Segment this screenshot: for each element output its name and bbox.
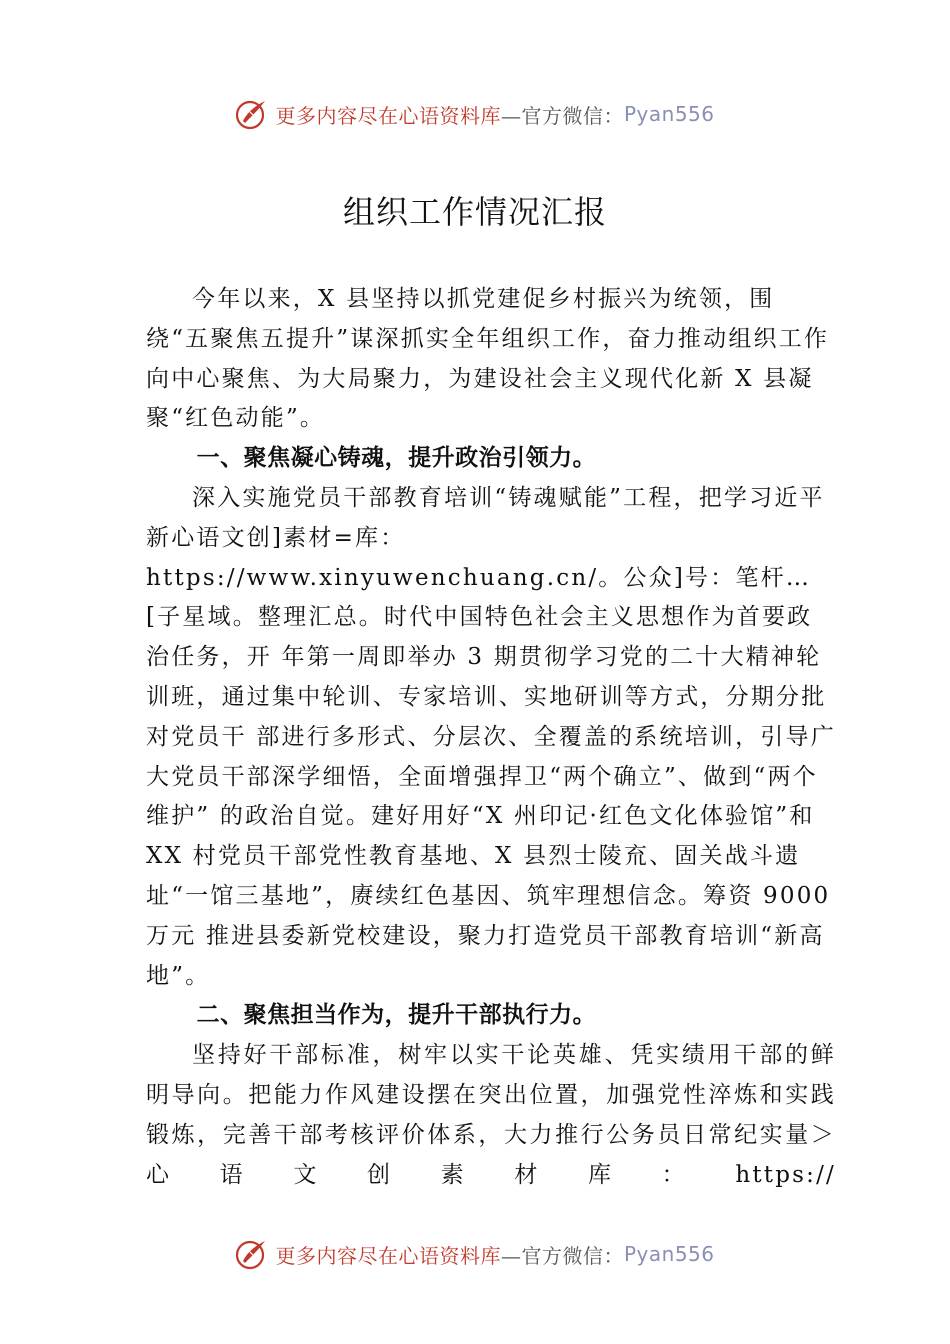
document-title: 组织工作情况汇报 — [342, 193, 607, 231]
banner-wechat-id: Pyan556 — [623, 102, 715, 126]
quill-seal-icon — [235, 1237, 269, 1271]
banner-prefix: 更多内容尽在心语资料库 — [275, 1243, 501, 1268]
banner-dash: —官方微信： — [500, 1243, 624, 1268]
document-body — [146, 280, 836, 1195]
section-2-paragraph: 坚持好干部标准，树牢以实干论英雄、凭实绩用干部的鲜明导向。把能力作风建设摆在突出位置，加强党性淬炼和实践锻炼，完善干部考核评价体系，大力推行公务员日常纪实量＞心语文创素材库：https:// — [146, 1042, 836, 1188]
header-watermark-banner — [0, 94, 950, 134]
intro-paragraph: 今年以来，X 县坚持以抓党建促乡村振兴为统领，围绕“五聚焦五提升”谋深抓实全年组织工作，奋力推动组织工作向中心聚焦、为大局聚力，为建设社会主义现代化新 X 县凝聚“红色动能”。 — [146, 286, 830, 432]
banner-prefix: 更多内容尽在心语资料库 — [275, 103, 501, 128]
banner-dash: —官方微信： — [500, 103, 624, 128]
section-1-paragraph: 深入实施党员干部教育培训“铸魂赋能”工程，把学习近平新心语文创]素材=库：https://www.xinyuwenchuang.cn/。公众]号：笔杆…[子星域。整理汇总。时代中国特色社会主义思想作为首要政治任务，开 年第一周即举办 3 期贯彻学习党的二十大精神轮训班，通过集中轮训、专家培训、实地研训等方式，分期分批对党员干 部进行多形式、分层次、全覆盖的系统培训，引导广大党员干部深学细悟，全面增强捍卫“两个确立”、做到“两个维护” 的政治自觉。建好用好“X 州印记·红色文化体验馆”和 XX 村党员干部党性教育基地、X 县烈士陵㐬、固关战斗遗址“一馆三基地”，赓续红色基因、筑牢理想信念。筹资 9000 万元 推进县委新党校建设，聚力打造党员干部教育培训“新高地”。 — [146, 484, 836, 989]
section-heading-2: 二、聚焦担当作为，提升干部执行力。 — [196, 1002, 597, 1029]
section-heading-1: 一、聚焦凝心铸魂，提升政治引领力。 — [196, 445, 597, 472]
quill-seal-icon — [235, 97, 269, 131]
footer-watermark-banner — [0, 1234, 950, 1274]
banner-wechat-id: Pyan556 — [623, 1242, 715, 1266]
